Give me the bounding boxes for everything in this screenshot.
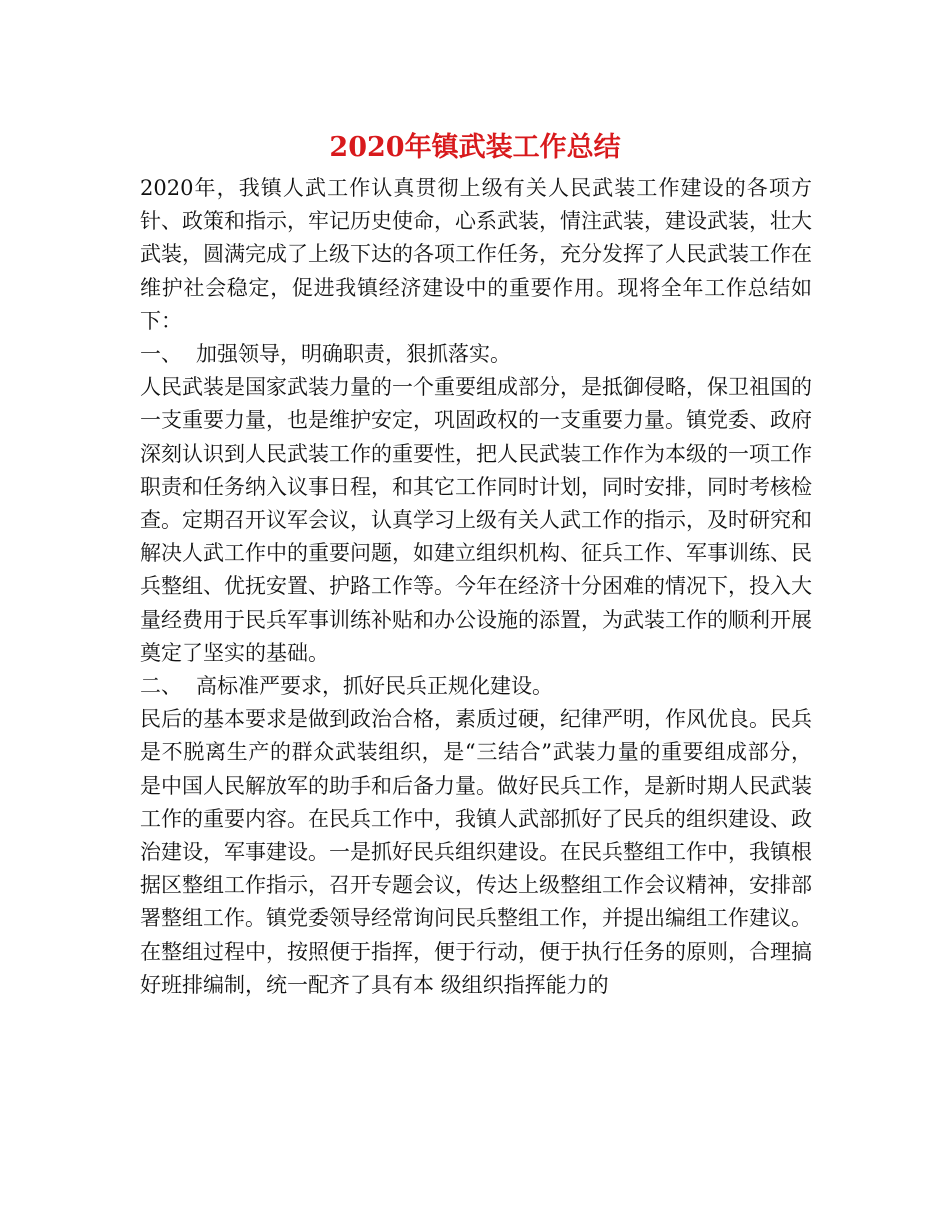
section-number-1: 一、: [140, 342, 182, 367]
section-number-2: 二、: [140, 674, 182, 699]
intro-paragraph: 2020年，我镇人武工作认真贯彻上级有关人民武装工作建设的各项方针、政策和指示，牢记历史使命，心系武装，情注武装，建设武装，壮大武装，圆满完成了上级下达的各项工作任务，充分发挥了人民武装工作在维护社会稳定，促进我镇经济建设中的重要作用。现将全年工作总结如下：: [140, 176, 812, 333]
section-1-paragraph: 人民武装是国家武装力量的一个重要组成部分，是抵御侵略，保卫祖国的一支重要力量，也是维护安定，巩固政权的一支重要力量。镇党委、政府深刻认识到人民武装工作的重要性，把人民武装工作作为本级的一项工作职责和任务纳入议事日程，和其它工作同时计划，同时安排，同时考核检查。定期召开议军会议，认真学习上级有关人武工作的指示，及时研究和解决人武工作中的重要问题，如建立组织机构、征兵工作、军事训练、民兵整组、优抚安置、护路工作等。今年在经济十分困难的情况下，投入大量经费用于民兵军事训练补贴和办公设施的添置，为武装工作的顺利开展奠定了坚实的基础。: [140, 375, 812, 665]
section-heading-text-2: 高标准严要求，抓好民兵正规化建设。: [196, 674, 553, 699]
document-body: [140, 172, 812, 1002]
section-heading-text-1: 加强领导，明确职责，狠抓落实。: [196, 342, 511, 367]
section-heading-1: [140, 338, 812, 371]
section-heading-2: [140, 670, 812, 703]
section-2-paragraph: 民后的基本要求是做到政治合格，素质过硬，纪律严明，作风优良。民兵是不脱离生产的群众武装组织，是“三结合”武装力量的重要组成部分，是中国人民解放军的助手和后备力量。做好民兵工作，是新时期人民武装工作的重要内容。在民兵工作中，我镇人武部抓好了民兵的组织建设、政治建设，军事建设。一是抓好民兵组织建设。在民兵整组工作中，我镇根据区整组工作指示，召开专题会议，传达上级整组工作会议精神，安排部署整组工作。镇党委领导经常询问民兵整组工作，并提出编组工作建议。在整组过程中，按照便于指挥，便于行动，便于执行任务的原则，合理搞好班排编制，统一配齐了具有本 级组织指挥能力的: [140, 707, 812, 997]
document-title: 2020年镇武装工作总结: [329, 132, 621, 163]
